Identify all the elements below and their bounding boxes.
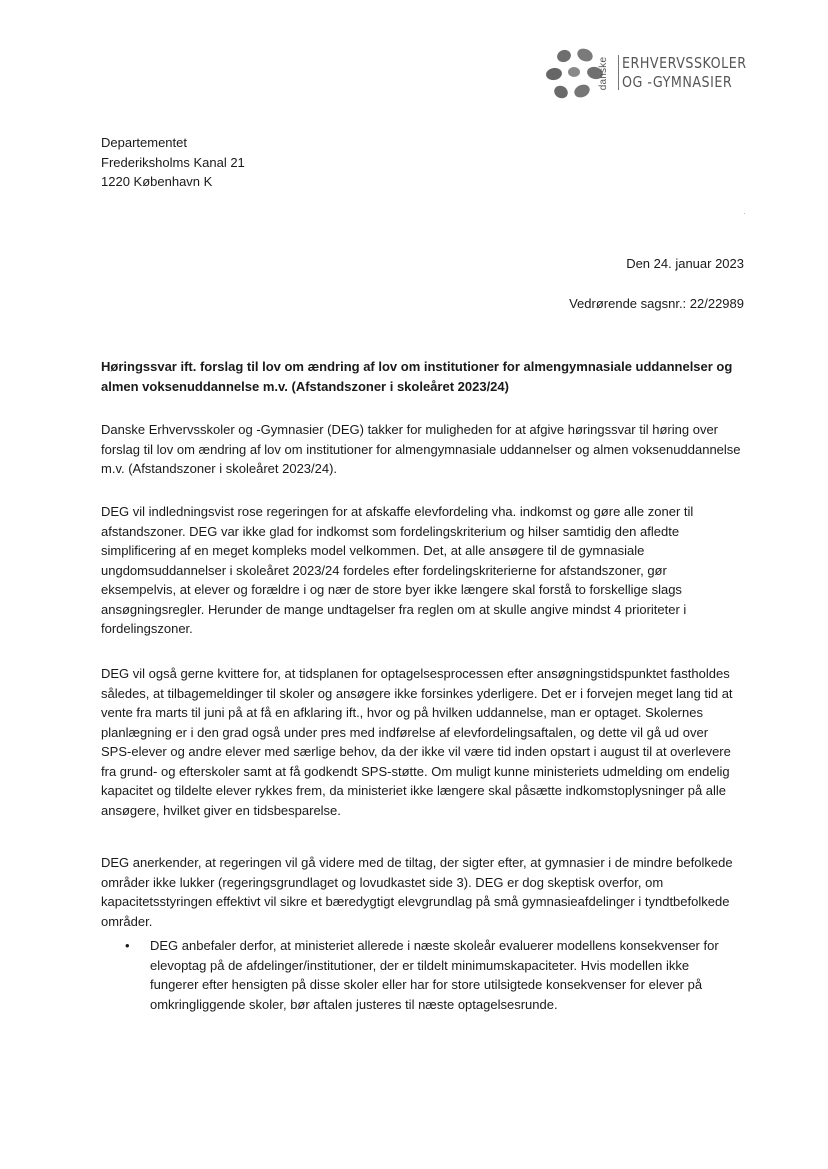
stray-mark bbox=[744, 213, 745, 214]
paragraph: DEG vil indledningsvist rose regeringen for at afskaffe elevfordeling vha. indkomst og gøre alle zoner til afstandszoner. DEG var ikke glad for indkomst som fordelingskriterium og hilser samtidig den afledte simplificering af en meget kompleks model velkommen. Det, at alle ansøgere til de gymnasiale ungdomsuddannelser i skoleåret 2023/24 fordeles efter fordelingskriterierne for afstandszoner, gør eksempelvis, at elever og forældre i og nær de store byer ikke længere skal forstå to forskellige slags ansøgningsregler. Herunder de mange undtagelser fra reglen om at skulle angive mindst 4 prioriteter i fordelingszoner. bbox=[101, 504, 694, 636]
address-line: 1220 København K bbox=[101, 174, 213, 189]
logo-divider bbox=[618, 55, 619, 90]
recipient-address bbox=[101, 133, 401, 192]
address-line: Departementet bbox=[101, 135, 187, 150]
bullet-marker: • bbox=[125, 938, 130, 953]
letter-date: Den 24. januar 2023 bbox=[626, 256, 744, 271]
letter-title: Høringssvar ift. forslag til lov om ændring af lov om institutioner for almengymnasiale uddannelser og almen voksenuddannelse m.v. (Afstandszoner i skoleåret 2023/24) bbox=[101, 359, 733, 394]
address-line: Frederiksholms Kanal 21 bbox=[101, 154, 245, 170]
case-number: Vedrørende sagsnr.: 22/22989 bbox=[569, 296, 744, 311]
logo-danske-text: danske bbox=[598, 56, 610, 91]
paragraph: Danske Erhvervsskoler og -Gymnasier (DEG) takker for muligheden for at afgive høringssvar til høring over forslag til lov om ændring af lov om institutioner for almengymnasiale uddannelser og almen voksenuddannelse m.v. (Afstandszoner i skoleåret 2023/24). bbox=[101, 422, 741, 476]
paragraph: DEG vil også gerne kvittere for, at tidsplanen for optagelsesprocessen efter ansøgningstidspunktet fastholdes således, at tilbagemeldinger til skoler og ansøgere ikke forsinkes yderligere. Det er i forvejen meget lang tid at vente fra marts til juni på at få en afklaring ift., hvor og på hvilken uddannelse, man er optaget. Skolernes planlægning er i den grad også under pres med indførelse af elevfordelingsaftalen, og dette vil gå ud over SPS-elever og andre elever med særlige behov, da der ikke vil være tid inden opstart i august til at overlevere fra grund- og efterskoler samt at få godkendt SPS-støtte. Om muligt kunne ministeriets udmelding om endelig kapacitet og tildelte elever rykkes frem, da ministeriet ikke længere skal påsætte indkomstoplysninger på alle ansøgere, hvilket giver en tidsbesparelse. bbox=[101, 666, 733, 818]
logo-text-line1: ERHVERVSSKOLER bbox=[622, 54, 747, 72]
bullet-text: DEG anbefaler derfor, at ministeriet allerede i næste skoleår evaluerer modellens konsekvenser for elevoptag på de afdelinger/institutioner, der er tildelt minimumskapaciteter. Hvis modellen ikke fungerer efter hensigten på disse skoler eller har for store utilsigtede konsekvenser for elever på omkringliggende skoler, bør aftalen justeres til næste optagelsesrunde. bbox=[150, 938, 719, 1012]
logo-pebbles-icon bbox=[544, 47, 606, 103]
paragraph: DEG anerkender, at regeringen vil gå videre med de tiltag, der sigter efter, at gymnasier i de mindre befolkede områder ikke lukker (regeringsgrundlaget og lovudkastet side 3). DEG er dog skeptisk overfor, om kapacitetsstyringen effektivt vil sikre et bæredygtigt elevgrundlag på små gymnasieafdelinger i tyndtbefolkede områder. bbox=[101, 855, 733, 929]
logo-text-line2: OG -GYMNASIER bbox=[622, 73, 733, 91]
